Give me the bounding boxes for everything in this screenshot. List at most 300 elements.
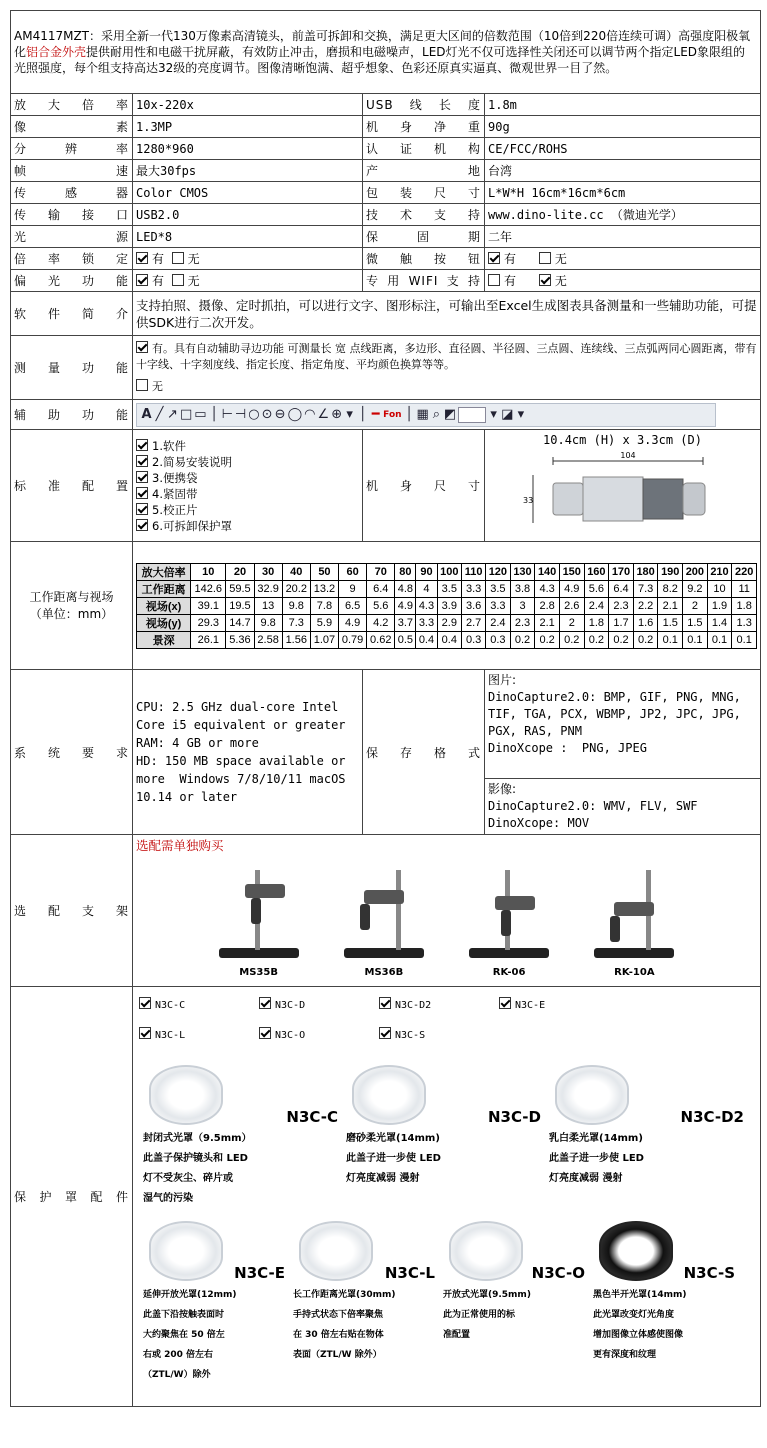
cap-checkbox[interactable]	[139, 997, 151, 1009]
wd-cell: 1.8	[732, 597, 757, 614]
wd-cell: 0.62	[367, 631, 395, 648]
rect-tool-icon[interactable]: ▭	[194, 407, 207, 422]
wd-cell: 9	[339, 580, 367, 597]
software-row	[11, 292, 761, 336]
wd-cell: 0.3	[462, 631, 486, 648]
spec-row	[11, 226, 761, 248]
wd-cell: 150	[559, 563, 584, 580]
wd-header: 视场(x)	[137, 597, 191, 614]
font-icon[interactable]: Fon	[383, 409, 402, 420]
wd-cell: 14.7	[226, 614, 254, 631]
spec-value: 10x-220x	[133, 94, 363, 116]
stand-image	[459, 864, 559, 964]
color-line-icon[interactable]: ━	[371, 407, 380, 422]
wd-cell: 4.9	[559, 580, 584, 597]
wd-header: 视场(y)	[137, 614, 191, 631]
rect-tool-icon[interactable]: □	[180, 407, 193, 422]
cap-check-item: N3C-O	[259, 1021, 379, 1051]
wd-cell: 0.2	[633, 631, 658, 648]
wd-cell: 4.9	[339, 614, 367, 631]
wd-cell: 210	[707, 563, 732, 580]
arrow-tool-icon[interactable]: ↗	[167, 407, 178, 422]
wd-cell: 170	[609, 563, 634, 580]
wd-cell: 160	[584, 563, 609, 580]
wd-cell: 80	[395, 563, 416, 580]
cap-check-item: N3C-C	[139, 991, 259, 1021]
cap-card	[143, 1061, 338, 1209]
dropdown-icon[interactable]: ▾	[346, 407, 353, 422]
angle-icon[interactable]: ∠	[317, 407, 330, 422]
standard-item: 5.校正片	[136, 502, 359, 518]
cap-code: N3C-L	[384, 1264, 435, 1282]
wd-cell: 1.7	[609, 614, 634, 631]
wd-cell: 0.1	[707, 631, 732, 648]
zoom-icon[interactable]: ⌕	[432, 407, 440, 422]
cap-code: N3C-E	[234, 1264, 285, 1282]
circle-icon[interactable]: ○	[248, 407, 260, 422]
wd-cell: 140	[535, 563, 560, 580]
spec-label: 保固期	[363, 226, 485, 248]
wd-cell: 0.2	[609, 631, 634, 648]
wd-cell: 2	[683, 597, 708, 614]
wd-cell: 50	[310, 563, 338, 580]
spec-label: 包装尺寸	[363, 182, 485, 204]
caps-label: 保护罩配件	[11, 987, 133, 1407]
spec-value: www.dino-lite.cc （微迪光学）	[485, 204, 761, 226]
wd-cell: 7.8	[310, 597, 338, 614]
wd-header: 放大倍率	[137, 563, 191, 580]
measure-row	[11, 336, 761, 400]
wd-cell: 5.36	[226, 631, 254, 648]
working-label: 工作距离与视场 （单位：mm）	[11, 542, 133, 670]
wd-cell: 8.2	[658, 580, 683, 597]
wd-cell: 1.07	[310, 631, 338, 648]
wd-cell: 120	[486, 563, 511, 580]
measure-line-icon[interactable]: ⊢	[221, 407, 233, 422]
standard-item-checkbox[interactable]	[136, 455, 148, 467]
cap-desc-line: 右或 200 倍左右	[143, 1350, 214, 1360]
wd-row	[137, 597, 757, 614]
spec-value: 90g	[485, 116, 761, 138]
wd-cell: 200	[683, 563, 708, 580]
wd-cell: 3.9	[437, 597, 462, 614]
cap-desc-line: 此盖下沿按触表面时	[143, 1310, 225, 1320]
wd-cell: 0.2	[510, 631, 535, 648]
standard-item-checkbox[interactable]	[136, 471, 148, 483]
cap-checkbox[interactable]	[499, 997, 511, 1009]
option-choices: 有 无	[485, 248, 761, 270]
cap-desc-line: 此光罩改变灯光角度	[593, 1310, 675, 1320]
cap-desc-line: 此盖子进一步使 LED	[549, 1153, 644, 1164]
wd-cell: 0.2	[535, 631, 560, 648]
circle-diameter-icon[interactable]: ⊖	[274, 407, 286, 422]
cap-code: N3C-O	[531, 1264, 585, 1282]
system-row	[11, 670, 761, 835]
spec-label: 机身净重	[363, 116, 485, 138]
wd-cell: 2.1	[535, 614, 560, 631]
cap-desc-line: 黑色半开光罩(14mm)	[593, 1290, 687, 1300]
stand-photo: MS36B	[334, 864, 434, 978]
cap-checkbox[interactable]	[259, 1027, 271, 1039]
cap-desc-line: 增加图像立体感使图像	[593, 1330, 684, 1340]
wd-cell: 0.3	[486, 631, 511, 648]
wd-cell: 10	[191, 563, 226, 580]
spec-value: 1.3MP	[133, 116, 363, 138]
spec-value: CE/FCC/ROHS	[485, 138, 761, 160]
spec-row	[11, 204, 761, 226]
circle-3pt-icon[interactable]: ◯	[287, 407, 303, 422]
system-text: CPU: 2.5 GHz dual-core Intel Core i5 equivalent or greater RAM: 4 GB or more HD: 150 MB space available or more Windows 7/8/10/11 macOS 10.14 or later	[133, 670, 363, 835]
cap-code: N3C-C	[286, 1108, 338, 1126]
color-box-icon[interactable]	[458, 407, 486, 423]
no-checkbox[interactable]	[172, 252, 184, 264]
spec-value: LED*8	[133, 226, 363, 248]
wd-cell: 1.6	[633, 614, 658, 631]
wd-cell: 2.6	[559, 597, 584, 614]
wd-cell: 0.5	[395, 631, 416, 648]
spec-value: 台湾	[485, 160, 761, 182]
wd-cell: 2.4	[486, 614, 511, 631]
spec-value: 1.8m	[485, 94, 761, 116]
wd-cell: 2.58	[254, 631, 282, 648]
working-row	[11, 542, 761, 670]
more-icon[interactable]: ▾	[517, 407, 525, 422]
wd-cell: 60	[339, 563, 367, 580]
wd-cell: 20	[226, 563, 254, 580]
cap-image	[555, 1065, 629, 1125]
option-label: 偏光功能	[11, 270, 133, 292]
stand-image	[584, 864, 684, 964]
cap-desc-line: 封闭式光罩（9.5mm）	[143, 1133, 252, 1144]
option-choices: 有 无	[133, 270, 363, 292]
save-format-label: 保存格式	[363, 670, 485, 835]
wd-cell: 1.4	[707, 614, 732, 631]
dim-height-label: 33	[522, 496, 533, 505]
cap-desc-line: 湿气的污染	[143, 1193, 193, 1204]
wd-cell: 59.5	[226, 580, 254, 597]
wd-cell: 20.2	[282, 580, 310, 597]
wd-header: 景深	[137, 631, 191, 648]
standard-row	[11, 430, 761, 542]
cap-desc-line: 准配置	[443, 1330, 471, 1340]
circle-radius-icon[interactable]: ⊙	[261, 407, 273, 422]
cap-image	[149, 1065, 223, 1125]
wd-cell: 2	[559, 614, 584, 631]
no-checkbox[interactable]	[539, 274, 551, 286]
wd-cell: 2.4	[584, 597, 609, 614]
cap-image	[149, 1221, 223, 1281]
spec-table	[10, 10, 761, 1407]
wd-cell: 39.1	[191, 597, 226, 614]
wd-cell: 9.8	[282, 597, 310, 614]
wd-cell: 2.1	[658, 597, 683, 614]
spec-value: L*W*H 16cm*16cm*6cm	[485, 182, 761, 204]
cap-desc-line: 此盖子进一步使 LED	[346, 1153, 441, 1164]
wd-cell: 4.3	[535, 580, 560, 597]
cap-desc-line: 大约聚焦在 50 倍左	[143, 1330, 225, 1340]
grid-icon[interactable]: ▦	[416, 407, 429, 422]
cap-checkbox[interactable]	[379, 1027, 391, 1039]
wd-cell: 100	[437, 563, 462, 580]
measure-yes-checkbox[interactable]	[136, 341, 148, 353]
standard-item-checkbox[interactable]	[136, 439, 148, 451]
wd-cell: 6.4	[367, 580, 395, 597]
wd-cell: 5.9	[310, 614, 338, 631]
dim-width-label: 104	[619, 451, 636, 460]
spec-row	[11, 138, 761, 160]
wd-row	[137, 580, 757, 597]
wd-cell: 70	[367, 563, 395, 580]
system-label: 系统要求	[11, 670, 133, 835]
spec-value: Color CMOS	[133, 182, 363, 204]
wd-cell: 1.56	[282, 631, 310, 648]
wd-cell: 5.6	[584, 580, 609, 597]
cap-desc-line: 磨砂柔光罩(14mm)	[346, 1133, 440, 1144]
stand-photo: MS35B	[209, 864, 309, 978]
wd-cell: 0.4	[416, 631, 437, 648]
cap-card	[593, 1217, 735, 1385]
wd-cell: 3.8	[510, 580, 535, 597]
cap-image	[299, 1221, 373, 1281]
wd-cell: 10	[707, 580, 732, 597]
cap-check-item: N3C-E	[499, 991, 619, 1021]
separator-icon: │	[358, 407, 367, 422]
measure-toolbar	[136, 403, 716, 427]
spec-label: 帧速	[11, 160, 133, 182]
wd-cell: 3.6	[462, 597, 486, 614]
picker-icon[interactable]: ◪	[501, 407, 514, 422]
standard-item-checkbox[interactable]	[136, 487, 148, 499]
microscope-dimension-drawing	[513, 449, 733, 529]
yes-checkbox[interactable]	[136, 274, 148, 286]
wd-cell: 7.3	[282, 614, 310, 631]
cap-check-item: N3C-D	[259, 991, 379, 1021]
intro-row	[11, 11, 761, 94]
wd-cell: 3.3	[416, 614, 437, 631]
polyline-icon[interactable]: ⊣	[234, 407, 247, 422]
wd-cell: 29.3	[191, 614, 226, 631]
standard-item-checkbox[interactable]	[136, 519, 148, 531]
spec-row	[11, 182, 761, 204]
working-distance-table	[136, 563, 757, 649]
body-size-cell	[485, 430, 761, 542]
standard-item-checkbox[interactable]	[136, 503, 148, 515]
body-size-text: 10.4cm (H) x 3.3cm (D)	[543, 433, 702, 447]
wd-cell: 9.8	[254, 614, 282, 631]
wd-cell: 220	[732, 563, 757, 580]
aux-label: 辅助功能	[11, 400, 133, 430]
option-label: 微触按钮	[363, 248, 485, 270]
ruler-icon[interactable]: ◩	[443, 407, 457, 422]
wd-cell: 9.2	[683, 580, 708, 597]
cap-desc-line: 手持式状态下倍率聚焦	[293, 1310, 384, 1320]
wd-row	[137, 563, 757, 580]
spec-label: 传输接口	[11, 204, 133, 226]
stand-image	[334, 864, 434, 964]
stand-photo: RK-10A	[584, 864, 684, 978]
measure-no-checkbox[interactable]	[136, 379, 148, 391]
spec-value: USB2.0	[133, 204, 363, 226]
standard-item: 3.便携袋	[136, 470, 359, 486]
video-formats: 影像: DinoCapture2.0: WMV, FLV, SWF DinoXcope: MOV	[488, 782, 698, 830]
spec-label: 认证机构	[363, 138, 485, 160]
yes-checkbox[interactable]	[488, 274, 500, 286]
cap-image	[352, 1065, 426, 1125]
yes-checkbox[interactable]	[488, 252, 500, 264]
unit-select-icon[interactable]: ▾	[490, 407, 497, 422]
wd-row	[137, 614, 757, 631]
measure-label: 测量功能	[11, 336, 133, 400]
cap-desc-line: 灯亮度减弱 漫射	[549, 1173, 623, 1184]
wd-cell: 0.2	[559, 631, 584, 648]
wd-cell: 4.9	[395, 597, 416, 614]
wd-cell: 3.5	[486, 580, 511, 597]
wd-cell: 2.9	[437, 614, 462, 631]
cap-checkbox[interactable]	[139, 1027, 151, 1039]
text-tool-icon[interactable]: A	[141, 407, 152, 422]
cap-image	[449, 1221, 523, 1281]
spec-label: 像素	[11, 116, 133, 138]
wd-cell: 0.1	[732, 631, 757, 648]
caps-row	[11, 987, 761, 1407]
cap-checkbox[interactable]	[379, 997, 391, 1009]
standard-label: 标准配置	[11, 430, 133, 542]
cap-check-item: N3C-L	[139, 1021, 259, 1051]
cap-card	[143, 1217, 285, 1385]
option-choices: 有 无	[133, 248, 363, 270]
stands-note: 选配需单独购买	[136, 838, 224, 853]
wd-cell: 2.8	[535, 597, 560, 614]
wd-cell: 3.7	[395, 614, 416, 631]
wd-cell: 2.2	[633, 597, 658, 614]
wd-cell: 2.3	[510, 614, 535, 631]
wd-cell: 110	[462, 563, 486, 580]
wd-cell: 0.1	[683, 631, 708, 648]
cap-card	[293, 1217, 435, 1385]
no-checkbox[interactable]	[539, 252, 551, 264]
wd-cell: 4.2	[367, 614, 395, 631]
wd-cell: 180	[633, 563, 658, 580]
cap-code: N3C-D	[487, 1108, 541, 1126]
cap-card	[549, 1061, 744, 1209]
spec-label: 放大倍率	[11, 94, 133, 116]
option-row	[11, 270, 761, 292]
stands-row	[11, 835, 761, 987]
crosshair-icon[interactable]: ⊕	[331, 407, 343, 422]
wd-cell: 40	[282, 563, 310, 580]
software-label: 软件简介	[11, 292, 133, 336]
cap-desc-line: （ZTL/W）除外	[143, 1370, 211, 1380]
stand-photo: RK-06	[459, 864, 559, 978]
standard-item: 4.紧固带	[136, 486, 359, 502]
wd-cell: 130	[510, 563, 535, 580]
separator-icon: │	[210, 407, 218, 422]
no-checkbox[interactable]	[172, 274, 184, 286]
standard-item: 2.简易安装说明	[136, 454, 359, 470]
cap-card	[346, 1061, 541, 1209]
measure-no: 无	[136, 379, 757, 395]
cap-desc-line: 长工作距离光罩(30mm)	[293, 1290, 396, 1300]
cap-checkboxes	[139, 991, 659, 1051]
wd-cell: 1.5	[683, 614, 708, 631]
spec-label: 技术支持	[363, 204, 485, 226]
cap-desc-line: 在 30 倍左右贴在物体	[293, 1330, 384, 1340]
spec-row	[11, 94, 761, 116]
wd-cell: 5.6	[367, 597, 395, 614]
spec-value: 二年	[485, 226, 761, 248]
wd-cell: 1.8	[584, 614, 609, 631]
arc-icon[interactable]: ◠	[304, 407, 316, 422]
wd-cell: 190	[658, 563, 683, 580]
option-label: 倍率锁定	[11, 248, 133, 270]
wd-cell: 6.4	[609, 580, 634, 597]
cap-desc-line: 更有深度和纹理	[593, 1350, 657, 1360]
wd-cell: 4	[416, 580, 437, 597]
wd-cell: 3.3	[462, 580, 486, 597]
intro-text: AM4117MZT：采用全新一代130万像素高清镜头，前盖可拆卸和交换，满足更大区间的倍数范围（10倍到220倍连续可调）高强度阳极氧化铝合金外壳提供耐用性和电磁干扰屏蔽，有效防止冲击，磨损和电磁噪声，LED灯光不仅可选择性关闭还可以调节两个指定LED象限组的光照强度，每个组支持高达32级的亮度调节。图像清晰饱满、超乎想象、色彩还原真实逼真、微观世界一目了然。	[11, 11, 761, 94]
wd-header: 工作距离	[137, 580, 191, 597]
wd-cell: 13	[254, 597, 282, 614]
wd-cell: 90	[416, 563, 437, 580]
wd-cell: 3.5	[437, 580, 462, 597]
stands-label: 选配支架	[11, 835, 133, 987]
cap-desc-line: 乳白柔光罩(14mm)	[549, 1133, 643, 1144]
option-choices: 有 无	[485, 270, 761, 292]
wd-cell: 30	[254, 563, 282, 580]
wd-cell: 4.8	[395, 580, 416, 597]
stand-photos	[136, 854, 757, 978]
spec-label: 分辨率	[11, 138, 133, 160]
cap-checkbox[interactable]	[259, 997, 271, 1009]
spec-label: USB线长度	[363, 94, 485, 116]
standard-item: 1.软件	[136, 438, 359, 454]
wd-cell: 26.1	[191, 631, 226, 648]
wd-cell: 13.2	[310, 580, 338, 597]
cap-desc-line: 灯不受灰尘、碎片或	[143, 1173, 233, 1184]
wd-cell: 142.6	[191, 580, 226, 597]
wd-cell: 7.3	[633, 580, 658, 597]
spec-label: 传感器	[11, 182, 133, 204]
wd-cell: 2.7	[462, 614, 486, 631]
body-size-label: 机身尺寸	[363, 430, 485, 542]
cap-desc-line: 表面（ZTL/W 除外）	[293, 1350, 382, 1360]
spec-label: 产地	[363, 160, 485, 182]
wd-cell: 6.5	[339, 597, 367, 614]
wd-cell: 0.4	[437, 631, 462, 648]
cap-desc-line: 此盖子保护镜头和 LED	[143, 1153, 248, 1164]
wd-cell: 0.1	[658, 631, 683, 648]
yes-checkbox[interactable]	[136, 252, 148, 264]
separator-icon: │	[405, 407, 413, 422]
measure-yes: 有。具有自动辅助寻边功能 可测量长 宽 点线距离，多边形、直径圆、半径圆、三点圆、连续线、三点弧两同心圆距离，带有十字线、十字刻度线、指定长度、指定角度、平均颜色换算等等。	[136, 341, 757, 371]
cap-check-item: N3C-D2	[379, 991, 499, 1021]
spec-row	[11, 116, 761, 138]
cap-code: N3C-D2	[680, 1108, 744, 1126]
cap-code: N3C-S	[683, 1264, 735, 1282]
line-tool-icon[interactable]: ╱	[155, 407, 164, 422]
wd-cell: 11	[732, 580, 757, 597]
stand-image	[209, 864, 309, 964]
cap-desc-line: 开放式光罩(9.5mm)	[443, 1290, 531, 1300]
wd-cell: 0.2	[584, 631, 609, 648]
wd-cell: 19.5	[226, 597, 254, 614]
option-row	[11, 248, 761, 270]
wd-cell: 2.3	[609, 597, 634, 614]
wd-row	[137, 631, 757, 648]
cap-desc-line: 延伸开放光罩(12mm)	[143, 1290, 237, 1300]
standard-item: 6.可拆卸保护罩	[136, 518, 359, 534]
standard-list	[133, 430, 363, 542]
